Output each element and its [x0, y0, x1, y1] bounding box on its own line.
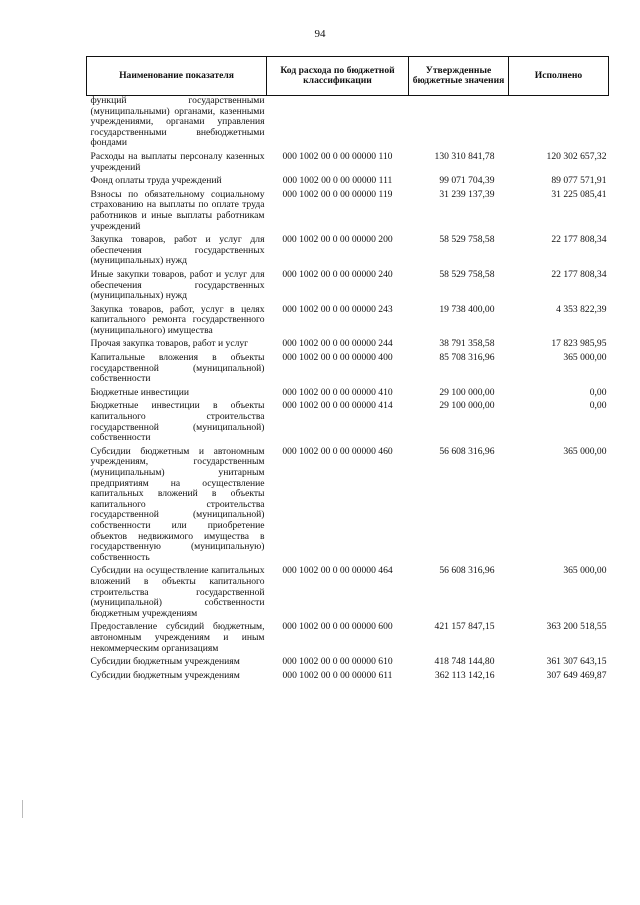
row-approved: 19 738 400,00	[439, 303, 495, 315]
row-approved	[409, 96, 509, 149]
table-row	[87, 350, 609, 385]
row-executed: 89 077 571,91	[551, 175, 607, 187]
row-code: 000 1002 00 0 00 00000 240	[282, 268, 393, 280]
row-executed: 22 177 808,34	[551, 268, 607, 280]
header-name: Наименование показателя	[87, 57, 267, 96]
row-executed: 365 000,00	[563, 445, 607, 457]
row-approved: 421 157 847,15	[434, 621, 495, 633]
table-row	[87, 173, 609, 187]
row-approved: 58 529 758,58	[439, 234, 495, 246]
row-executed: 361 307 643,15	[546, 656, 607, 668]
table-row	[87, 563, 609, 619]
table-row	[87, 654, 609, 668]
row-name: функций государственными (муниципальными) органами, казенными учреждениями, органами управления государственными внебюджетными фондами	[90, 95, 265, 149]
row-name: Предоставление субсидий бюджетным, автономным учреждениям и иным некоммерческим организациям	[90, 621, 265, 654]
row-name: Закупка товаров, работ и услуг для обеспечения государственных (муниципальных) нужд	[90, 234, 265, 267]
row-name: Субсидии бюджетным и автономным учреждениям, государственным (муниципальным) унитарным предприятиям на осуществление капитальных вложений в объекты капитального строительства государственной (муниципальной) собственности или приобретение объектов недвижимого имущества в государственную (муниципальную) собственность	[90, 445, 265, 563]
row-approved: 58 529 758,58	[439, 268, 495, 280]
row-code: 000 1002 00 0 00 00000 600	[282, 621, 393, 633]
table-row	[87, 187, 609, 232]
row-code: 000 1002 00 0 00 00000 244	[282, 338, 393, 350]
row-code: 000 1002 00 0 00 00000 610	[282, 656, 393, 668]
table-header	[87, 57, 609, 96]
row-code: 000 1002 00 0 00 00000 119	[282, 188, 393, 200]
table-row	[87, 336, 609, 350]
row-name: Бюджетные инвестиции в объекты капитального строительства государственной (муниципальной) собственности	[90, 400, 265, 444]
row-approved: 418 748 144,80	[434, 656, 495, 668]
row-name: Иные закупки товаров, работ и услуг для обеспечения государственных (муниципальных) нужд	[90, 268, 265, 302]
row-executed: 365 000,00	[563, 352, 607, 364]
row-executed: 17 823 985,95	[551, 338, 607, 350]
row-code: 000 1002 00 0 00 00000 410	[282, 386, 393, 398]
row-code: 000 1002 00 0 00 00000 460	[282, 445, 393, 457]
header-code: Код расхода по бюджетной классификации	[267, 57, 409, 96]
row-executed: 4 353 822,39	[556, 303, 607, 315]
row-approved: 56 608 316,96	[439, 445, 495, 457]
row-executed: 363 200 518,55	[546, 621, 607, 633]
row-code	[267, 96, 409, 149]
row-executed: 0,00	[589, 386, 607, 398]
table-body	[87, 96, 609, 682]
table-row	[87, 267, 609, 302]
row-code: 000 1002 00 0 00 00000 111	[282, 175, 393, 187]
row-code: 000 1002 00 0 00 00000 414	[282, 400, 393, 412]
row-approved: 130 310 841,78	[434, 150, 495, 162]
table-row	[87, 398, 609, 443]
row-executed: 120 302 657,32	[546, 150, 607, 162]
row-approved: 362 113 142,16	[434, 669, 495, 681]
row-approved: 29 100 000,00	[439, 386, 495, 398]
row-name: Бюджетные инвестиции	[90, 386, 189, 398]
row-executed: 365 000,00	[563, 565, 607, 577]
row-code: 000 1002 00 0 00 00000 611	[282, 669, 393, 681]
table-row	[87, 302, 609, 337]
row-approved: 31 239 137,39	[439, 188, 495, 200]
row-code: 000 1002 00 0 00 00000 400	[282, 352, 393, 364]
row-executed: 22 177 808,34	[551, 234, 607, 246]
row-name: Субсидии бюджетным учреждениям	[90, 669, 240, 681]
row-executed: 0,00	[589, 400, 607, 412]
table-row	[87, 232, 609, 267]
row-approved: 85 708 316,96	[439, 352, 495, 364]
row-executed: 307 649 469,87	[546, 669, 607, 681]
row-executed: 31 225 085,41	[551, 188, 607, 200]
row-name: Капитальные вложения в объекты государственной (муниципальной) собственности	[90, 352, 265, 385]
row-name: Расходы на выплаты персоналу казенных учреждений	[90, 150, 265, 173]
row-executed	[509, 96, 609, 149]
row-name: Закупка товаров, работ, услуг в целях капитального ремонта государственного (муниципального) имущества	[90, 303, 265, 336]
row-name: Фонд оплаты труда учреждений	[90, 175, 222, 187]
row-approved: 38 791 358,58	[439, 338, 495, 350]
table-row	[87, 619, 609, 654]
row-approved: 29 100 000,00	[439, 400, 495, 412]
row-code: 000 1002 00 0 00 00000 243	[282, 303, 393, 315]
row-code: 000 1002 00 0 00 00000 110	[282, 150, 393, 162]
table-row	[87, 149, 609, 173]
header-executed: Исполнено	[509, 57, 609, 96]
margin-mark	[22, 800, 23, 818]
table-row	[87, 668, 609, 682]
header-approved: Утвержденные бюджетные значения	[409, 57, 509, 96]
row-name: Субсидии на осуществление капитальных вложений в объекты капитального строительства государственной (муниципальной) собственности бюджетным учреждениям	[90, 565, 265, 619]
row-code: 000 1002 00 0 00 00000 200	[282, 234, 393, 246]
row-approved: 56 608 316,96	[439, 565, 495, 577]
page-number: 94	[314, 28, 326, 40]
budget-table	[86, 56, 609, 681]
table-row	[87, 96, 609, 149]
row-name: Взносы по обязательному социальному страхованию на выплаты по оплате труда работников и иные выплаты работникам учреждений	[90, 188, 265, 232]
row-approved: 99 071 704,39	[439, 175, 495, 187]
row-name: Субсидии бюджетным учреждениям	[90, 656, 240, 668]
table-row	[87, 385, 609, 399]
table-row	[87, 444, 609, 564]
row-code: 000 1002 00 0 00 00000 464	[282, 565, 393, 577]
row-name: Прочая закупка товаров, работ и услуг	[90, 338, 249, 350]
